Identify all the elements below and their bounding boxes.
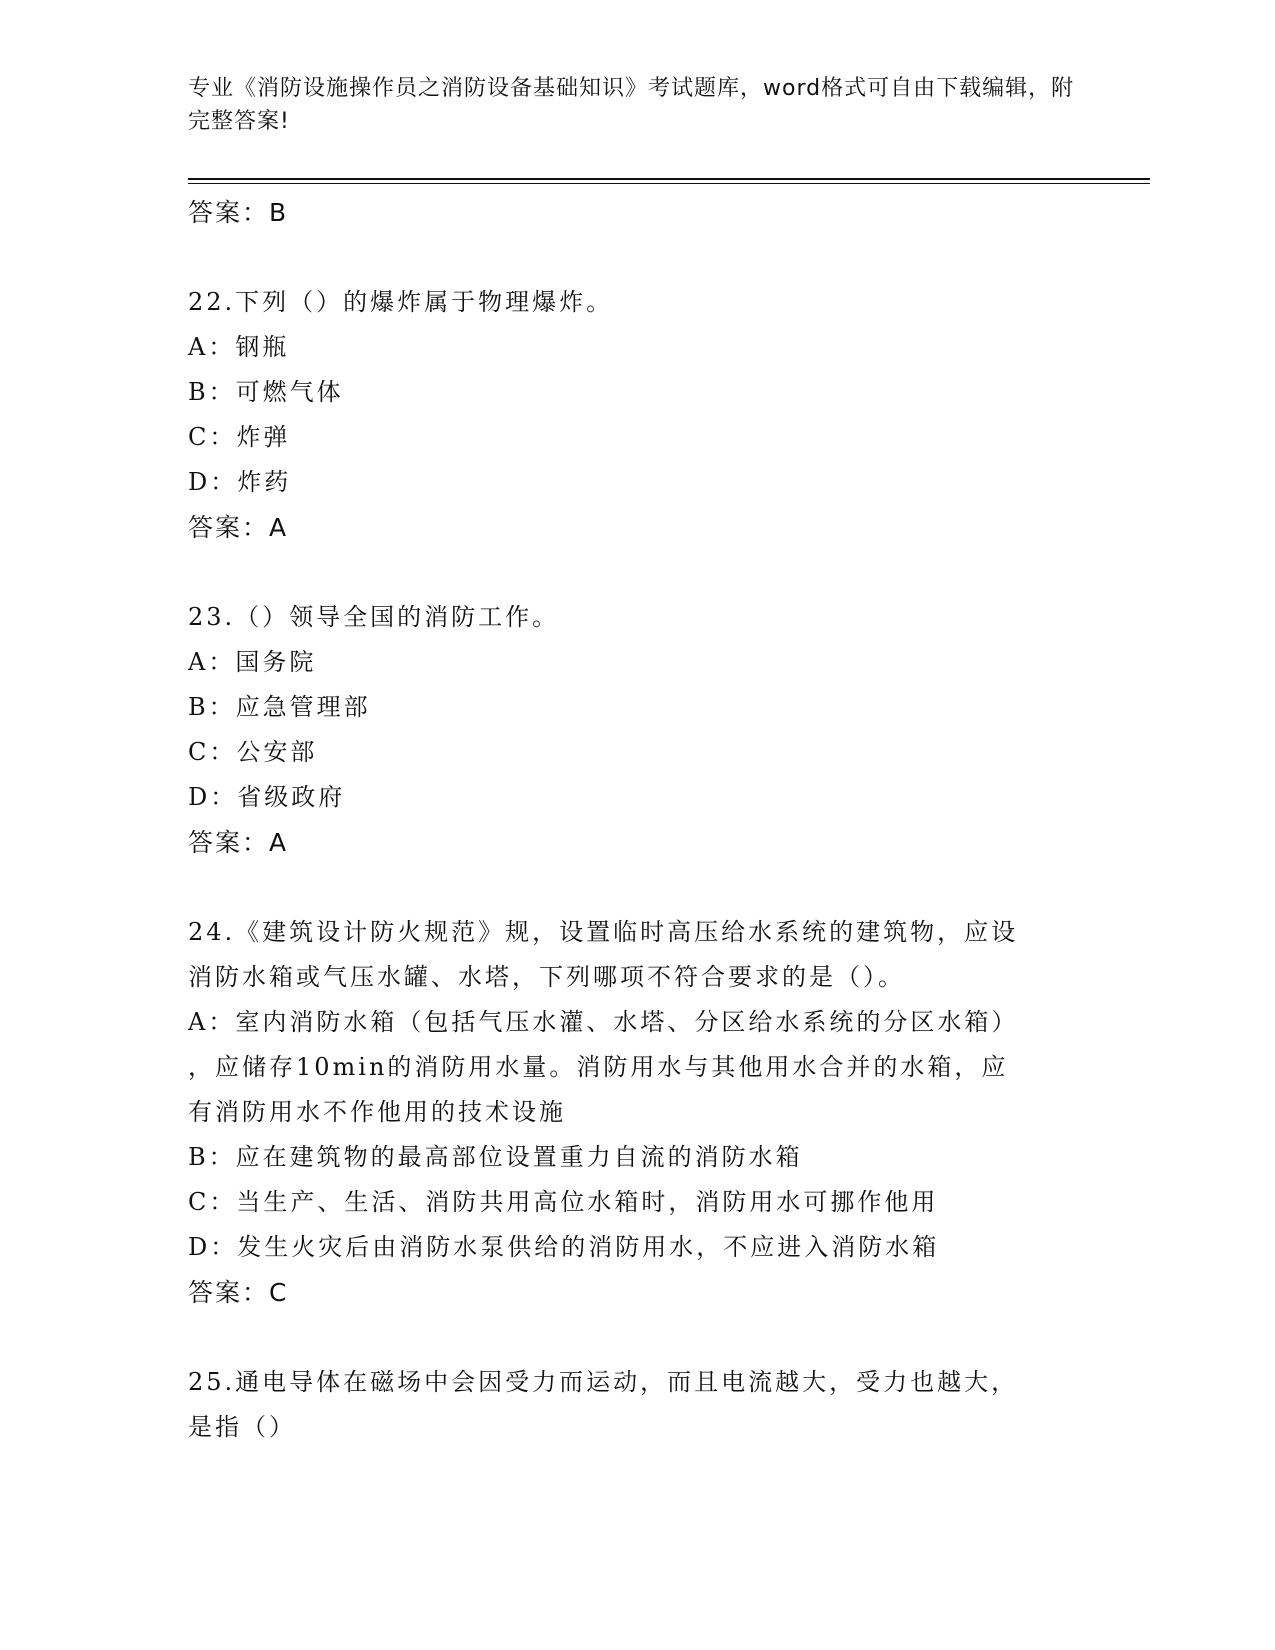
option-continuation: ，应储存10min的消防用水量。消防用水与其他用水合并的水箱，应: [188, 1053, 1009, 1081]
option-continuation: 有消防用水不作他用的技术设施: [188, 1098, 566, 1126]
question-text: 24.《建筑设计防火规范》规，设置临时高压给水系统的建筑物，应设: [188, 918, 1019, 946]
answer-line: 答案：C: [188, 1278, 289, 1307]
option: B：可燃气体: [188, 378, 344, 406]
option: A：国务院: [188, 648, 317, 676]
question-text: 23.（）领导全国的消防工作。: [188, 603, 560, 631]
option: B：应在建筑物的最高部位设置重力自流的消防水箱: [188, 1143, 803, 1171]
answer-line: 答案：A: [188, 513, 289, 542]
option: C：炸弹: [188, 423, 291, 451]
option: C：当生产、生活、消防共用高位水箱时，消防用水可挪作他用: [188, 1188, 939, 1216]
question-text: 22.下列（）的爆炸属于物理爆炸。: [188, 288, 614, 316]
option: B：应急管理部: [188, 693, 371, 721]
question-text: 消防水箱或气压水罐、水塔，下列哪项不符合要求的是（）。: [188, 963, 905, 991]
option: A：钢瓶: [188, 333, 290, 361]
question-item: [188, 595, 1088, 866]
answer-line: 答案：B: [188, 198, 289, 227]
header-text: 专业《消防设施操作员之消防设备基础知识》考试题库，word格式可自由下载编辑，附完整答案!: [188, 76, 1075, 134]
question-item: [188, 1360, 1088, 1450]
header-divider: [188, 178, 1150, 180]
header-divider-thin: [188, 183, 1150, 184]
question-item: [188, 910, 1088, 1316]
question-text: 是指（）: [188, 1413, 296, 1441]
option: C：公安部: [188, 738, 318, 766]
answer-line: 答案：A: [188, 828, 289, 857]
option: D：炸药: [188, 468, 292, 496]
question-item: [188, 280, 1088, 551]
option: A：室内消防水箱（包括气压水灌、水塔、分区给水系统的分区水箱）: [188, 1008, 1019, 1036]
option: D：省级政府: [188, 783, 346, 811]
question-list: [188, 190, 1088, 1450]
option: D：发生火灾后由消防水泵供给的消防用水，不应进入消防水箱: [188, 1233, 940, 1261]
question-text: 25.通电导体在磁场中会因受力而运动，而且电流越大，受力也越大，: [188, 1368, 1019, 1396]
